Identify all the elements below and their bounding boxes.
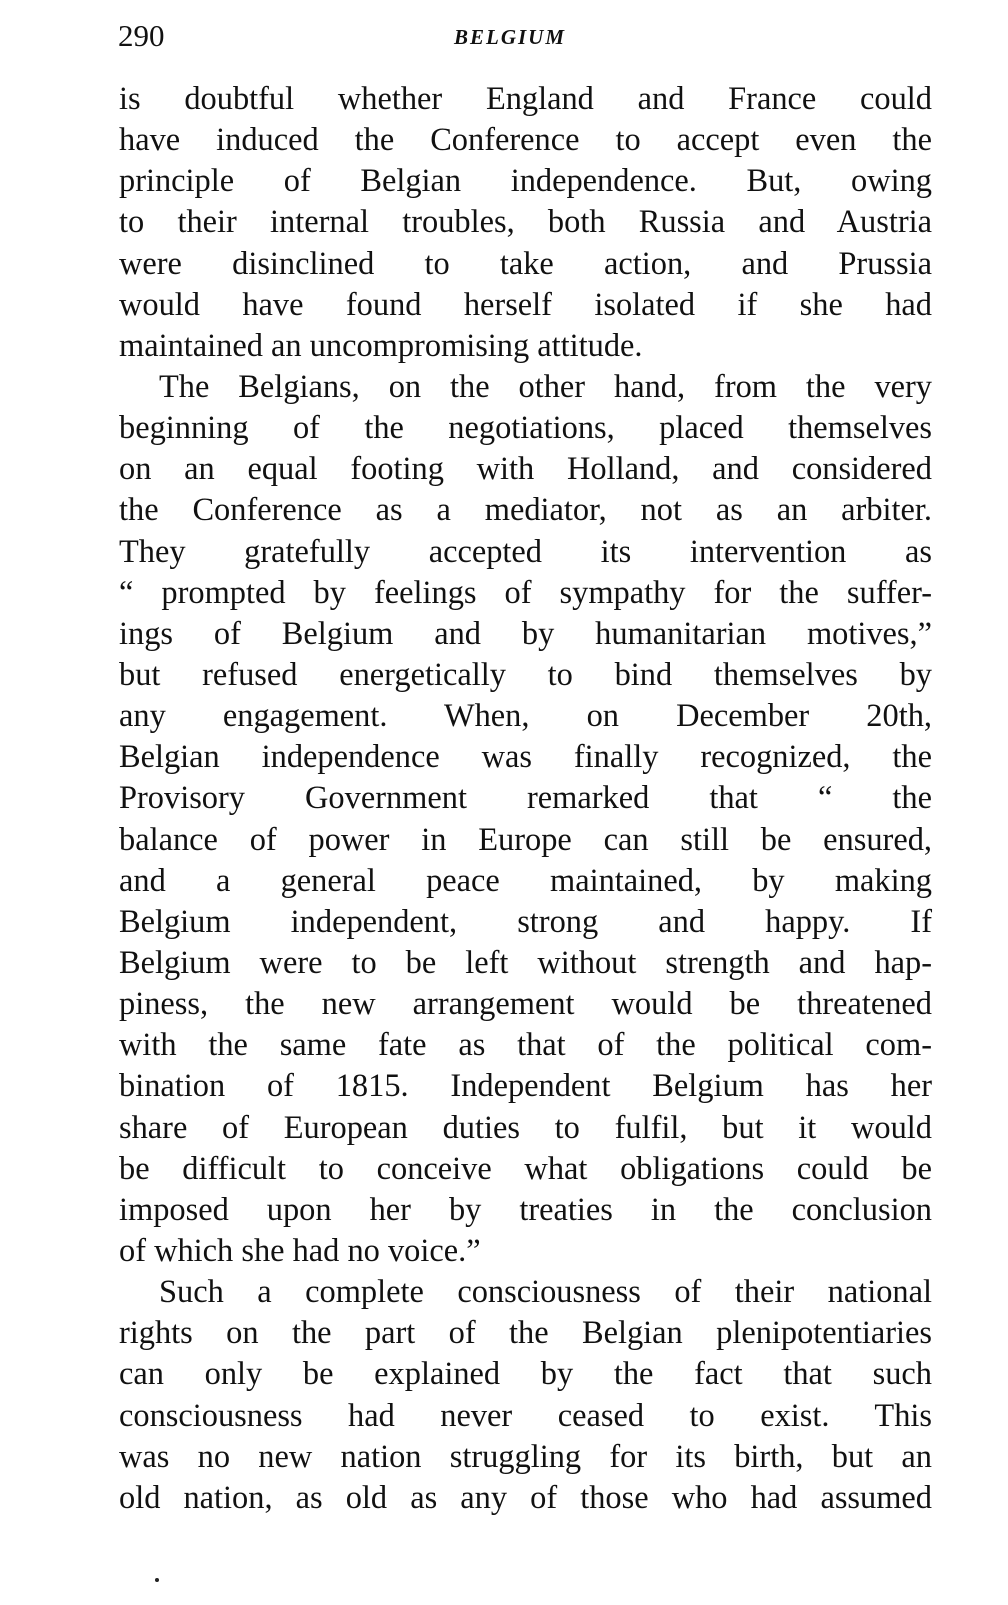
text-line: Provisory Government remarked that “ the (119, 780, 932, 817)
text-line: would have found herself isolated if she had (119, 286, 932, 323)
running-head: BELGIUM (454, 25, 567, 49)
text-line: with the same fate as that of the political com- (119, 1027, 932, 1064)
text-line: consciousness had never ceased to exist. This (119, 1397, 932, 1434)
text-line: piness, the new arrangement would be threatened (119, 986, 932, 1023)
page-header (118, 18, 933, 58)
text-line: The Belgians, on the other hand, from the very (159, 368, 932, 405)
text-line: Belgium were to be left without strength and hap- (119, 944, 932, 981)
text-line: bination of 1815. Independent Belgium has her (119, 1068, 932, 1105)
text-line: Such a complete consciousness of their national (159, 1274, 932, 1311)
text-line: was no new nation struggling for its birth, but an (119, 1438, 932, 1475)
text-line: imposed upon her by treaties in the conclusion (119, 1191, 932, 1228)
text-line: is doubtful whether England and France could (119, 81, 932, 117)
text-line: Belgium independent, strong and happy. If (119, 903, 932, 940)
text-line: maintained an uncompromising attitude. (119, 327, 643, 364)
text-line: be difficult to conceive what obligations could be (119, 1150, 932, 1187)
text-line: were disinclined to take action, and Prussia (119, 245, 932, 282)
text-line: of which she had no voice.” (119, 1232, 481, 1269)
text-line: principle of Belgian independence. But, owing (119, 163, 932, 200)
text-line: Belgian independence was finally recognized, the (119, 739, 932, 776)
text-line: rights on the part of the Belgian plenipotentiaries (119, 1315, 932, 1352)
text-line: old nation, as old as any of those who had assumed (119, 1479, 932, 1516)
text-line: can only be explained by the fact that such (119, 1356, 932, 1393)
print-speck (155, 1578, 159, 1582)
body-text (119, 79, 932, 1519)
text-line: on an equal footing with Holland, and considered (119, 451, 932, 488)
text-line: balance of power in Europe can still be ensured, (119, 821, 932, 858)
text-line: and a general peace maintained, by making (119, 862, 932, 899)
text-line: share of European duties to fulfil, but it would (119, 1109, 932, 1146)
page-number: 290 (118, 18, 165, 53)
text-line: to their internal troubles, both Russia and Austria (119, 204, 932, 241)
text-line: They gratefully accepted its intervention as (119, 533, 932, 570)
text-line: but refused energetically to bind themselves by (119, 656, 932, 693)
text-line: any engagement. When, on December 20th, (119, 698, 932, 735)
text-line: have induced the Conference to accept even the (119, 122, 932, 159)
text-line: beginning of the negotiations, placed themselves (119, 410, 932, 447)
text-line: “ prompted by feelings of sympathy for the suffer- (119, 574, 932, 611)
text-line: the Conference as a mediator, not as an arbiter. (119, 492, 932, 529)
text-line: ings of Belgium and by humanitarian motives,” (119, 615, 932, 652)
